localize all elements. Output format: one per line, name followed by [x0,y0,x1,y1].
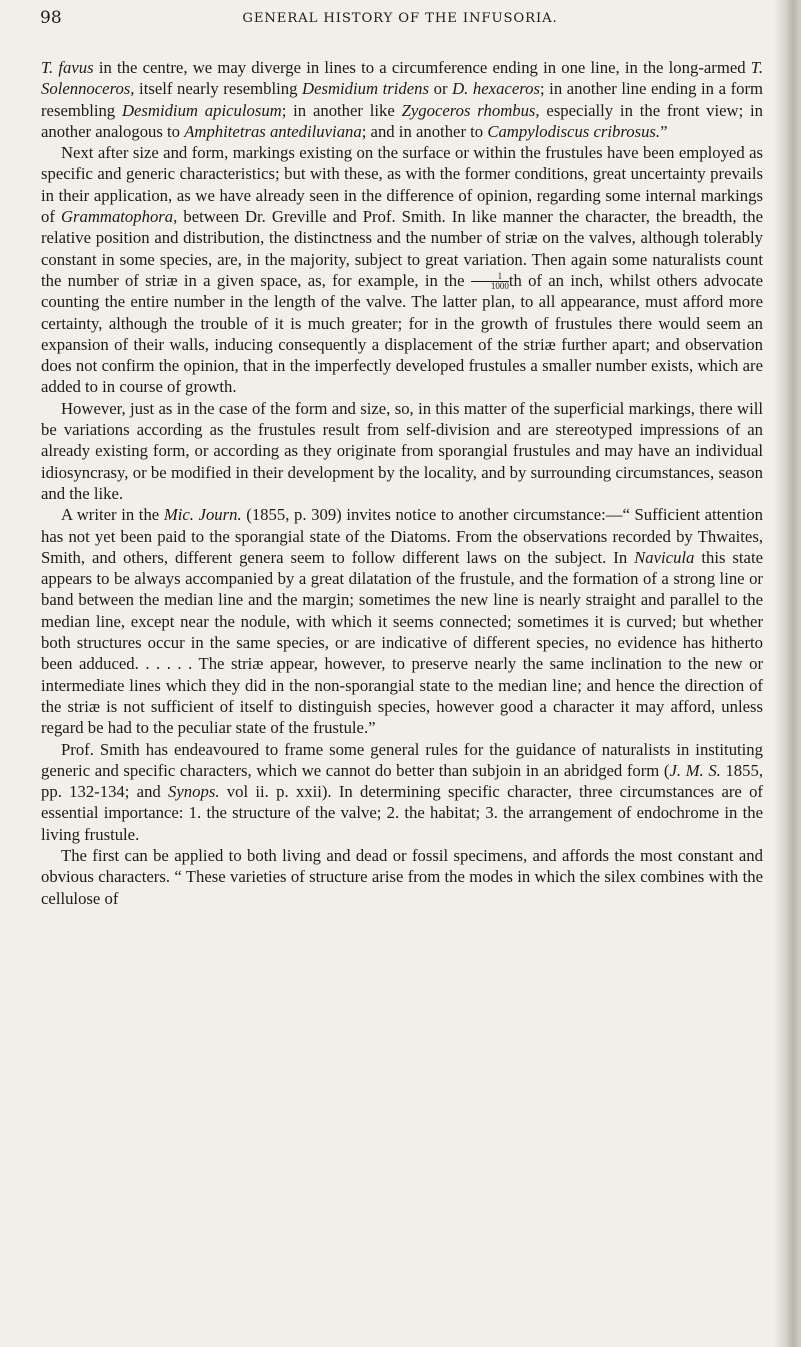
paragraph [41,845,763,909]
page-header [40,6,760,36]
text-run: (1855, p. 309) invites notice to another circumstance:—“ Sufficient attention has not yet been paid to the sporangial state of the Diatoms. From the observations recorded by Thwaites, Smith, and others, different genera seem to follow different laws on the subject. In [41,505,763,567]
fraction-denominator: 1000 [490,281,509,292]
fraction-numerator: 1 [471,272,509,282]
text-run: in the centre, we may diverge in lines to a circumference ending in one line, in the long-armed [93,58,751,77]
page-number: 98 [40,8,62,28]
text-run: itself nearly resembling [134,79,303,99]
italic-text: Desmidium tridens [302,79,430,99]
italic-text: T. Solennoceros, [41,58,763,99]
italic-text: Campylodiscus cribrosus. [487,121,661,141]
text-run: ; in another line ending in a form resembling [41,79,764,120]
text-run: this state appears to be always accompanied by a great dilatation of the frustule, and the formation of a strong line or band between the median line and the margin; sometimes the new line is nearly straight and parallel to the median line, except near the nodule, with which it seems connected; sometimes it is curved; but whether both structures occur in the same species, or are indicative of different species, no evidence has hitherto been adduced. . . . . . The striæ appear, however, to preserve nearly the same inclination to the new or intermediate lines which they did in the non-sporangial state to the median line; and hence the direction of the striæ is not sufficient of itself to distinguish species, however good a character it may afford, unless regard be had to the peculiar state of the frustule.” [41,547,764,738]
text-run: th of an inch, whilst others advocate counting the entire number in the length of the valve. The latter plan, to all appearance, must afford more certainty, although the trouble of it is much greater; for in the growth of frustules there would seem an expansion of their walls, inducing consequently a displacement of the striæ further apart; and observation does not confirm the opinion, that in the imperfectly developed frustules a smaller number exists, which are added to in course of growth. [41,270,763,397]
page-edge-shadow [775,0,801,1347]
fraction [471,272,509,291]
text-run: 1855, pp. 132-134; and [41,760,764,802]
text-run: especially in the front view; in another analogous to [41,100,763,141]
running-head: GENERAL HISTORY OF THE INFUSORIA. [242,11,558,26]
text-run: ” [660,121,668,141]
italic-text: J. M. S. [669,760,721,780]
paragraph [41,398,763,504]
text-run: ; and in another to [361,121,488,141]
italic-text: Zygoceros rhombus, [401,100,540,120]
text-run: A writer in the [61,505,164,525]
italic-text: Grammatophora, [60,207,178,227]
italic-text: T. favus [41,58,94,77]
italic-text: Synops. [168,782,220,802]
text-run: Next after size and form, markings existing on the surface or within the frustules have been employed as specific and generic characteristics; but with these, as with the former conditions, great uncertainty prevails in their application, as we have already seen in the difference of opinion, regarding some internal markings of [41,143,763,227]
italic-text: Navicula [634,547,695,567]
paragraph [41,142,763,398]
italic-text: Amphitetras antediluviana [184,121,362,141]
text-run: Prof. Smith has endeavoured to frame some general rules for the guidance of naturalists in instituting generic and specific characters, which we cannot do better than subjoin in an abridged form ( [41,739,763,780]
body-text [41,57,763,909]
text-run: However, just as in the case of the form and size, so, in this matter of the superficial markings, there will be variations according as the frustules result from self-division and are stereotyped impressions of an already existing form, or according as they originate from sporangial frustules and may have an individual idiosyncrasy, or be modified in their development by the locality, and by surrounding circumstances, season and the like. [41,398,763,503]
paragraph [41,57,763,142]
text-run: between Dr. Greville and Prof. Smith. In like manner the character, the breadth, the relative position and distribution, the distinctness and the number of striæ on the valves, although tolerably constant in some species, are, in the majority, subject to great variation. Then again some naturalists count the number of striæ in a given space, as, for example, in the [41,207,763,290]
italic-text: D. hexaceros [452,79,540,99]
text-run: The first can be applied to both living and dead or fossil specimens, and affords the most constant and obvious characters. “ These varieties of structure arise from the modes in which the silex combines with the cellulose of [41,845,763,908]
text-run: vol ii. p. xxii). In determining specific character, three circumstances are of essential importance: 1. the structure of the valve; 2. the habitat; 3. the arrangement of endochrome in the living frustule. [41,782,763,844]
text-run: or [429,79,453,99]
paragraph [41,739,763,845]
paragraph [41,504,763,738]
italic-text: Mic. Journ. [163,505,242,525]
text-run: ; in another like [281,100,402,120]
italic-text: Desmidium apiculosum [121,100,282,120]
